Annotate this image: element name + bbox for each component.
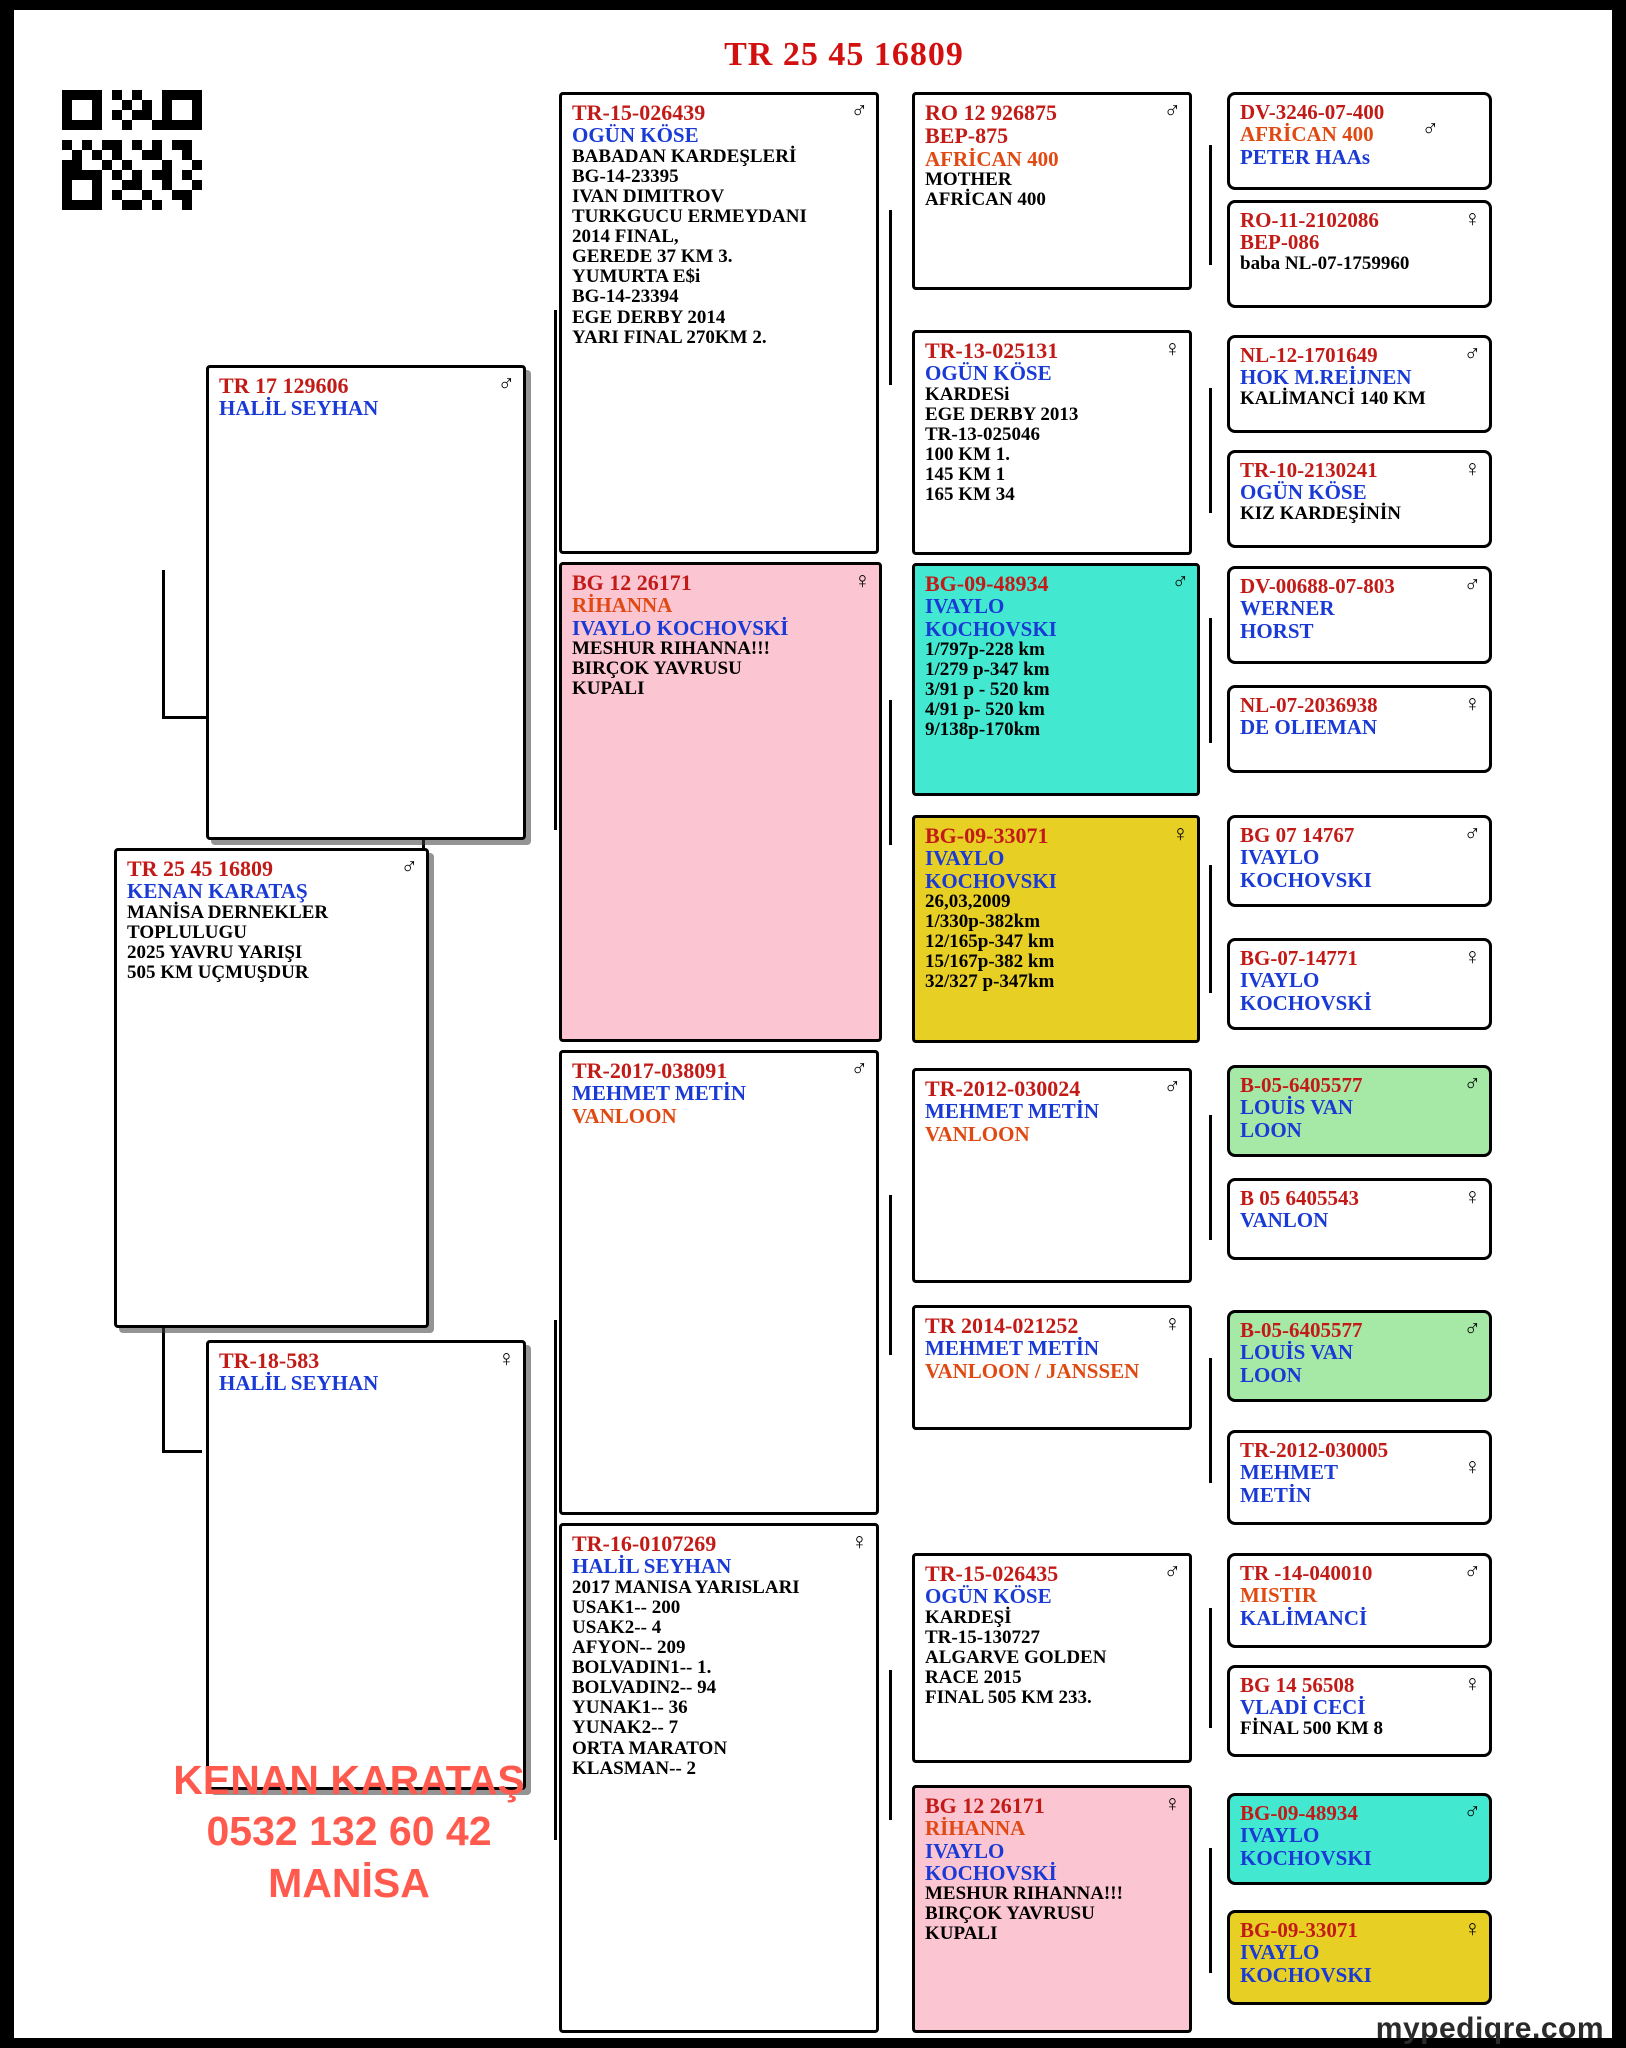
gen3-box-1[interactable] xyxy=(559,562,882,1042)
connector xyxy=(1209,388,1212,513)
gen5-box-8[interactable] xyxy=(1227,1065,1492,1157)
gen3-3-line-3: AFYON-- 209 xyxy=(572,1636,686,1658)
pedigree-sheet xyxy=(14,10,1612,2038)
gen3-0-owner: OGÜN KÖSE xyxy=(572,123,699,148)
gen5-13-id: BG 14 56508 xyxy=(1240,1673,1355,1697)
connector xyxy=(1209,865,1212,993)
gen4-2-line-4: 9/138p-170km xyxy=(925,719,1041,741)
gen3-box-0[interactable] xyxy=(559,92,879,554)
page-title: TR 25 45 16809 xyxy=(724,36,964,73)
sex-symbol: ♂ xyxy=(850,1056,868,1081)
gen3-3-line-8: ORTA MARATON xyxy=(572,1737,728,1759)
gen4-2-line-0: 1/797p-228 km xyxy=(925,638,1045,660)
gen5-4-owner2: HORST xyxy=(1240,618,1314,643)
gen5-box-15[interactable] xyxy=(1227,1910,1492,2005)
sex-symbol: ♀ xyxy=(1463,1184,1481,1209)
gen5-5-owner: DE OLIEMAN xyxy=(1240,715,1378,740)
gen3-1-line-0: MESHUR RIHANNA!!! xyxy=(572,637,770,659)
sex-symbol: ♂ xyxy=(1463,821,1481,846)
gen3-box-2[interactable] xyxy=(559,1050,879,1515)
connector xyxy=(889,1195,892,1355)
gen5-7-owner: IVAYLO xyxy=(1240,968,1320,993)
sex-symbol: ♂ xyxy=(1421,116,1439,141)
connector xyxy=(1209,618,1212,743)
gen4-6-line-4: FINAL 505 KM 233. xyxy=(925,1687,1092,1709)
sex-symbol: ♂ xyxy=(1463,341,1481,366)
sex-symbol: ♀ xyxy=(1463,691,1481,716)
sex-symbol: ♀ xyxy=(1463,1671,1481,1696)
gen4-1-owner: OGÜN KÖSE xyxy=(925,361,1052,386)
gen4-6-line-1: TR-15-130727 xyxy=(925,1626,1041,1648)
gen4-box-5[interactable] xyxy=(912,1305,1192,1430)
gen4-6-line-0: KARDEŞİ xyxy=(925,1606,1012,1628)
gen4-3-line-1: 1/330p-382km xyxy=(925,910,1041,932)
gen3-0-line-9: YARI FINAL 270KM 2. xyxy=(572,326,767,348)
subject-id: TR 25 45 16809 xyxy=(127,856,274,881)
connector xyxy=(162,1450,202,1453)
connector xyxy=(162,570,165,718)
sex-symbol: ♂ xyxy=(400,854,418,879)
gen3-3-owner: HALİL SEYHAN xyxy=(572,1554,732,1579)
gen4-box-3[interactable] xyxy=(912,815,1200,1043)
gen4-7-id: BG 12 26171 xyxy=(925,1793,1045,1818)
gen5-12-owner: MISTIR xyxy=(1240,1583,1318,1608)
gen3-3-line-4: BOLVADIN1-- 1. xyxy=(572,1657,712,1679)
gen5-12-owner2: KALİMANCİ xyxy=(1240,1605,1368,1630)
gen5-3-owner: OGÜN KÖSE xyxy=(1240,480,1367,505)
gen3-1-owner: RİHANNA xyxy=(572,593,673,618)
subject-box[interactable] xyxy=(114,848,429,1328)
gen4-7-line-0: MESHUR RIHANNA!!! xyxy=(925,1883,1123,1905)
gen3-0-line-1: BG-14-23395 xyxy=(572,165,679,187)
sex-symbol: ♂ xyxy=(1163,98,1181,123)
gen5-1-owner: BEP-086 xyxy=(1240,230,1320,255)
sex-symbol: ♂ xyxy=(1463,1559,1481,1584)
gen5-box-14[interactable] xyxy=(1227,1793,1492,1885)
gen4-2-line-1: 1/279 p-347 km xyxy=(925,658,1050,680)
connector xyxy=(554,310,557,830)
gen4-5-id: TR 2014-021252 xyxy=(925,1313,1079,1338)
gen4-4-owner2: VANLOON xyxy=(925,1121,1030,1146)
gen5-box-13[interactable] xyxy=(1227,1665,1492,1757)
gen3-0-line-4: 2014 FINAL, xyxy=(572,226,679,248)
gen4-3-line-0: 26,03,2009 xyxy=(925,890,1011,912)
gen4-3-owner2: KOCHOVSKI xyxy=(925,868,1057,893)
gen4-0-owner: BEP-875 xyxy=(925,123,1009,149)
contact-phone: 0532 132 60 42 xyxy=(206,1808,492,1855)
gen3-0-line-3: TURKGUCU ERMEYDANI xyxy=(572,205,807,227)
sex-symbol: ♀ xyxy=(1463,944,1481,969)
connector xyxy=(889,210,892,385)
gen4-6-owner: OGÜN KÖSE xyxy=(925,1584,1052,1609)
gen5-4-owner: WERNER xyxy=(1240,596,1335,621)
gen3-0-line-2: IVAN DIMITROV xyxy=(572,185,725,207)
gen4-3-line-3: 15/167p-382 km xyxy=(925,951,1055,973)
gen3-0-line-8: EGE DERBY 2014 xyxy=(572,306,726,328)
gen3-3-line-7: YUNAK2-- 7 xyxy=(572,1717,679,1739)
gen4-1-line-4: 145 KM 1 xyxy=(925,464,1006,486)
connector xyxy=(889,1670,892,1820)
sex-symbol: ♂ xyxy=(1163,1074,1181,1099)
gen4-7-line-2: KUPALI xyxy=(925,1923,998,1945)
gen4-5-owner: MEHMET METİN xyxy=(925,1336,1100,1361)
gen4-box-2[interactable] xyxy=(912,563,1200,796)
sex-symbol: ♂ xyxy=(1463,1799,1481,1824)
gen3-2-owner: MEHMET METİN xyxy=(572,1081,747,1106)
gen3-0-line-0: BABADAN KARDEŞLERİ xyxy=(572,145,797,167)
gen4-7-owner3: KOCHOVSKİ xyxy=(925,1860,1057,1885)
gen4-3-id: BG-09-33071 xyxy=(925,823,1049,848)
gen4-box-6[interactable] xyxy=(912,1553,1192,1763)
gen5-11-owner: MEHMET xyxy=(1240,1460,1338,1485)
gen5-box-3[interactable] xyxy=(1227,450,1492,548)
gen4-3-line-2: 12/165p-347 km xyxy=(925,931,1055,953)
dam-id: TR-18-583 xyxy=(219,1348,320,1373)
gen4-0-line-0: MOTHER xyxy=(925,168,1012,190)
gen4-3-line-4: 32/327 p-347km xyxy=(925,971,1055,993)
gen3-3-line-5: BOLVADIN2-- 94 xyxy=(572,1677,717,1699)
sex-symbol: ♀ xyxy=(1171,821,1189,846)
sex-symbol: ♀ xyxy=(1463,456,1481,481)
gen3-1-line-2: KUPALI xyxy=(572,678,645,700)
sex-symbol: ♂ xyxy=(850,98,868,123)
gen4-box-7[interactable] xyxy=(912,1785,1192,2033)
gen5-11-id: TR-2012-030005 xyxy=(1240,1438,1389,1462)
gen4-7-owner: RİHANNA xyxy=(925,1816,1026,1841)
qr-code-icon xyxy=(62,90,202,210)
gen4-4-owner: MEHMET METİN xyxy=(925,1099,1100,1124)
gen5-2-id: NL-12-1701649 xyxy=(1240,343,1378,367)
gen5-box-2[interactable] xyxy=(1227,335,1492,433)
gen5-14-id: BG-09-48934 xyxy=(1240,1801,1358,1825)
connector xyxy=(1209,1848,1212,1973)
gen4-1-line-5: 165 KM 34 xyxy=(925,484,1015,506)
sex-symbol: ♂ xyxy=(497,371,515,396)
sex-symbol: ♀ xyxy=(850,1529,868,1554)
gen4-2-line-2: 3/91 p - 520 km xyxy=(925,679,1050,701)
gen5-7-id: BG-07-14771 xyxy=(1240,946,1358,970)
gen5-box-4[interactable] xyxy=(1227,566,1492,664)
sex-symbol: ♀ xyxy=(1463,1916,1481,1941)
gen3-box-3[interactable] xyxy=(559,1523,879,2033)
gen5-11-owner2: METİN xyxy=(1240,1482,1312,1507)
sex-symbol: ♀ xyxy=(497,1346,515,1371)
gen5-box-12[interactable] xyxy=(1227,1553,1492,1648)
gen4-box-1[interactable] xyxy=(912,330,1192,555)
dam-owner: HALİL SEYHAN xyxy=(219,1371,379,1396)
gen5-13-owner: VLADİ CECİ xyxy=(1240,1695,1366,1720)
gen5-12-id: TR -14-040010 xyxy=(1240,1561,1373,1585)
gen3-0-line-6: YUMURTA E$i xyxy=(572,266,701,288)
gen5-10-owner: LOUİS VAN xyxy=(1240,1340,1354,1365)
sex-symbol: ♂ xyxy=(1463,572,1481,597)
gen4-1-line-2: TR-13-025046 xyxy=(925,423,1041,445)
gen3-3-id: TR-16-0107269 xyxy=(572,1531,717,1556)
subject-line-0: MANİSA DERNEKLER xyxy=(127,901,329,923)
sex-symbol: ♂ xyxy=(1463,1316,1481,1341)
subject-line-1: TOPLULUGU xyxy=(127,921,248,943)
gen5-6-id: BG 07 14767 xyxy=(1240,823,1355,847)
site-watermark: mypediqre.com xyxy=(1375,2012,1604,2045)
gen5-box-6[interactable] xyxy=(1227,815,1492,907)
gen5-8-owner2: LOON xyxy=(1240,1117,1302,1142)
gen4-1-id: TR-13-025131 xyxy=(925,338,1059,363)
gen5-5-id: NL-07-2036938 xyxy=(1240,693,1378,717)
gen5-box-9[interactable] xyxy=(1227,1178,1492,1260)
sex-symbol: ♀ xyxy=(1163,1311,1181,1336)
sire-box[interactable] xyxy=(206,365,526,840)
gen4-2-id: BG-09-48934 xyxy=(925,571,1049,596)
sex-symbol: ♀ xyxy=(1463,1454,1481,1479)
gen5-0-owner: AFRİCAN 400 xyxy=(1240,122,1374,147)
gen4-5-owner2: VANLOON / JANSSEN xyxy=(925,1358,1140,1383)
gen5-box-5[interactable] xyxy=(1227,685,1492,773)
gen4-4-id: TR-2012-030024 xyxy=(925,1076,1081,1101)
gen4-box-4[interactable] xyxy=(912,1068,1192,1283)
gen5-9-id: B 05 6405543 xyxy=(1240,1186,1360,1210)
subject-owner: KENAN KARATAŞ xyxy=(127,879,308,904)
sex-symbol: ♂ xyxy=(1171,569,1189,594)
gen3-0-line-7: BG-14-23394 xyxy=(572,286,679,308)
gen5-3-id: TR-10-2130241 xyxy=(1240,458,1378,482)
contact-city: MANİSA xyxy=(268,1859,430,1906)
gen4-0-id: RO 12 926875 xyxy=(925,100,1057,125)
connector xyxy=(1209,1608,1212,1728)
gen5-13-line-0: FİNAL 500 KM 8 xyxy=(1240,1717,1384,1739)
gen3-1-owner2: IVAYLO KOCHOVSKİ xyxy=(572,615,789,640)
gen5-0-id: DV-3246-07-400 xyxy=(1240,100,1385,124)
sex-symbol: ♀ xyxy=(853,568,871,593)
gen4-3-owner: IVAYLO xyxy=(925,846,1005,871)
gen4-2-owner: IVAYLO xyxy=(925,594,1005,619)
sex-symbol: ♀ xyxy=(1163,336,1181,361)
gen5-10-owner2: LOON xyxy=(1240,1362,1302,1387)
gen4-1-line-0: KARDESi xyxy=(925,383,1010,405)
gen4-2-owner2: KOCHOVSKI xyxy=(925,616,1057,641)
sex-symbol: ♂ xyxy=(1163,1559,1181,1584)
gen4-6-line-3: RACE 2015 xyxy=(925,1666,1022,1688)
gen4-6-id: TR-15-026435 xyxy=(925,1561,1059,1586)
sex-symbol: ♀ xyxy=(1463,206,1481,231)
gen3-1-id: BG 12 26171 xyxy=(572,570,692,595)
gen4-7-owner2: IVAYLO xyxy=(925,1838,1005,1863)
gen5-8-owner: LOUİS VAN xyxy=(1240,1095,1354,1120)
gen3-1-line-1: BIRÇOK YAVRUSU xyxy=(572,657,742,679)
gen5-box-10[interactable] xyxy=(1227,1310,1492,1402)
gen5-box-1[interactable] xyxy=(1227,200,1492,308)
gen5-1-line-0: baba NL-07-1759960 xyxy=(1240,252,1410,274)
gen5-9-owner: VANLON xyxy=(1240,1208,1329,1233)
gen4-0-line-1: AFRİCAN 400 xyxy=(925,189,1046,210)
dam-box[interactable] xyxy=(206,1340,526,1790)
subject-line-2: 2025 YAVRU YARIŞI xyxy=(127,941,303,963)
gen3-3-line-1: USAK1-- 200 xyxy=(572,1596,681,1618)
gen5-3-line-0: KIZ KARDEŞİNİN xyxy=(1240,502,1402,524)
connector xyxy=(1209,1358,1212,1483)
gen5-14-owner: IVAYLO xyxy=(1240,1823,1320,1848)
gen3-3-line-2: USAK2-- 4 xyxy=(572,1616,662,1638)
gen4-6-line-2: ALGARVE GOLDEN xyxy=(925,1646,1107,1668)
contact-name: KENAN KARATAŞ xyxy=(173,1757,525,1803)
gen4-1-line-1: EGE DERBY 2013 xyxy=(925,403,1079,425)
gen5-8-id: B-05-6405577 xyxy=(1240,1073,1363,1097)
gen5-box-11[interactable] xyxy=(1227,1430,1492,1525)
sire-owner: HALİL SEYHAN xyxy=(219,396,379,421)
gen3-2-owner2: VANLOON xyxy=(572,1103,677,1128)
gen5-15-owner2: KOCHOVSKI xyxy=(1240,1962,1372,1987)
gen5-1-id: RO-11-2102086 xyxy=(1240,208,1379,232)
gen3-0-id: TR-15-026439 xyxy=(572,100,706,125)
gen5-box-7[interactable] xyxy=(1227,938,1492,1030)
gen5-6-owner: IVAYLO xyxy=(1240,845,1320,870)
gen5-10-id: B-05-6405577 xyxy=(1240,1318,1363,1342)
connector xyxy=(889,700,892,845)
gen5-6-owner2: KOCHOVSKI xyxy=(1240,867,1372,892)
gen3-3-line-6: YUNAK1-- 36 xyxy=(572,1697,688,1719)
gen4-0-owner2: AFRİCAN 400 xyxy=(925,146,1059,171)
gen4-1-line-3: 100 KM 1. xyxy=(925,443,1010,465)
gen5-0-owner2: PETER HAAs xyxy=(1240,144,1371,169)
connector xyxy=(1209,145,1212,265)
gen4-7-line-1: BIRÇOK YAVRUSU xyxy=(925,1903,1095,1925)
gen4-box-0[interactable] xyxy=(912,92,1192,290)
gen5-15-id: BG-09-33071 xyxy=(1240,1918,1358,1942)
gen5-box-0[interactable] xyxy=(1227,92,1492,190)
gen5-7-owner2: KOCHOVSKİ xyxy=(1240,990,1372,1015)
gen3-0-line-5: GEREDE 37 KM 3. xyxy=(572,246,733,268)
gen3-2-id: TR-2017-038091 xyxy=(572,1058,728,1083)
sex-symbol: ♀ xyxy=(1163,1791,1181,1816)
gen5-15-owner: IVAYLO xyxy=(1240,1940,1320,1965)
connector xyxy=(1209,1115,1212,1240)
gen4-2-line-3: 4/91 p- 520 km xyxy=(925,699,1045,721)
gen5-14-owner2: KOCHOVSKI xyxy=(1240,1845,1372,1870)
subject-line-3: 505 KM UÇMUŞDUR xyxy=(127,961,309,983)
sire-id: TR 17 129606 xyxy=(219,373,349,398)
gen5-2-line-0: KALİMANCİ 140 KM xyxy=(1240,387,1426,409)
gen3-3-line-0: 2017 MANISA YARISLARI xyxy=(572,1576,800,1598)
contact-block xyxy=(134,1755,564,1909)
gen5-2-owner: HOK M.REİJNEN xyxy=(1240,365,1412,390)
gen3-3-line-9: KLASMAN-- 2 xyxy=(572,1757,697,1779)
gen5-4-id: DV-00688-07-803 xyxy=(1240,574,1395,598)
sex-symbol: ♂ xyxy=(1463,1071,1481,1096)
